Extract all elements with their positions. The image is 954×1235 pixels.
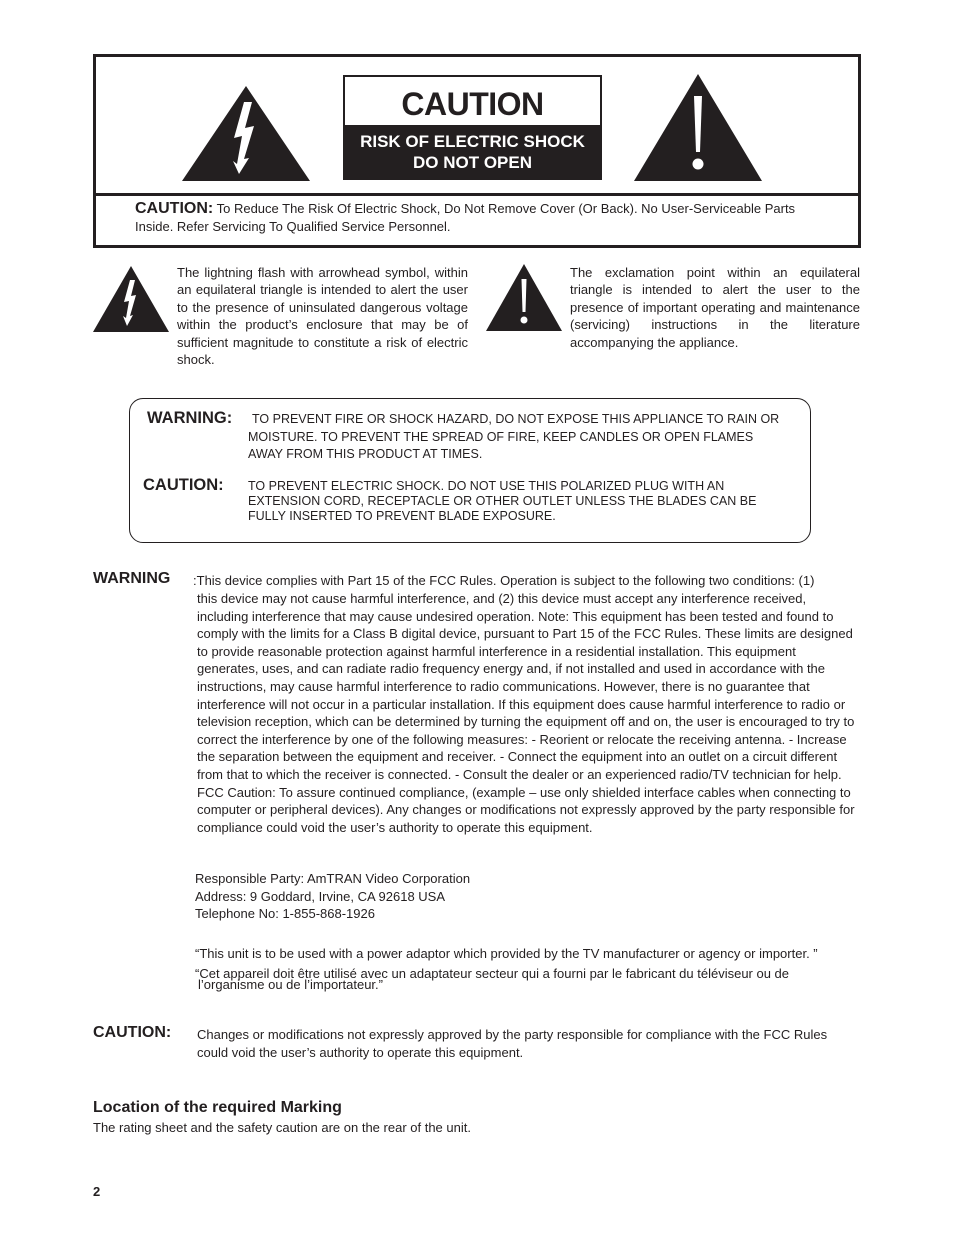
fcc-warning-first-line: [193, 572, 863, 590]
responsible-party-address: Address: 9 Goddard, Irvine, CA 92618 USA: [195, 888, 446, 904]
fcc-warning-text: this device may not cause harmful interference, and (2) this device must accept any interference received, including interference that may cause undesired operation. Note: This equipment has been tested and found to comply with the limits for a Class B digital device, pursuant to Part 15 of the FCC Rules. These limits are designed to provide reasonable protection against harmful interference in a residential installation. This equipment generates, uses, and can radiate radio frequency energy and, if not installed and used in accordance with the instructions, may cause harmful interference to radio communications. However, there is no guarantee that interference will not occur in a particular installation. If this equipment does cause harmful interference to radio or television reception, which can be determined by turning the equipment off and on, the user is encouraged to try to correct the interference by one of the following measures: - Reorient or relocate the receiving antenna. - Increase the separation between the equipment and receiver. - Connect the equipment into an outlet on a circuit different from that to which the receiver is connected. - Consult the dealer or an experienced radio/TV technician for help. FCC Caution: To assure continued compliance, (example – use only shielded interface cables when connecting to computer or peripheral devices). Any changes or modifications not expressly approved by the party responsible for compliance could void the user’s authority to operate this equipment.: [197, 591, 855, 835]
page-number: 2: [93, 1184, 101, 1199]
exclamation-triangle-icon: [634, 74, 762, 181]
caution-label: [343, 75, 602, 180]
caution-panel-divider: [96, 193, 858, 196]
exclamation-symbol-icon: [486, 264, 562, 331]
responsible-party: [195, 870, 470, 923]
caution-note: [135, 200, 835, 236]
responsible-party-name: Responsible Party: AmTRAN Video Corporation: [195, 871, 471, 886]
adaptor-notice-french: l’organisme ou de l’importateur.”: [198, 977, 383, 992]
lightning-triangle-icon: [182, 86, 310, 181]
lightning-symbol-icon: [93, 266, 169, 332]
warning-label: WARNING:: [147, 409, 233, 427]
caution-line: TO PREVENT ELECTRIC SHOCK. DO NOT USE THIS POLARIZED PLUG WITH AN: [248, 479, 725, 493]
caution-note-label: CAUTION:: [135, 200, 214, 217]
adaptor-notice-english: “This unit is to be used with a power adaptor which provided by the TV manufacturer or agency or importer. ”: [195, 946, 818, 961]
fcc-caution-text: could void the user’s authority to operate this equipment.: [197, 1045, 524, 1060]
caution-label: CAUTION:: [143, 476, 224, 494]
marking-heading: Location of the required Marking: [93, 1099, 342, 1116]
exclamation-symbol-explanation: The exclamation point within an equilateral triangle is intended to alert the user to the presence of important operating and maintenance (servicing) instructions in the literature accompanying the appliance.: [570, 265, 860, 350]
caution-note-text: To Reduce The Risk Of Electric Shock, Do Not Remove Cover (Or Back). No User-Serviceable Parts Inside. Refer Servicing To Qualified Service Personnel.: [135, 201, 796, 234]
caution-title: CAUTION: [401, 86, 544, 122]
warning-line: MOISTURE. TO PREVENT THE SPREAD OF FIRE, KEEP CANDLES OR OPEN FLAMES: [248, 430, 754, 444]
fcc-caution-label: CAUTION:: [93, 1024, 172, 1041]
adaptor-notice-french: “Cet appareil doit être utilisé avec un adaptateur secteur qui a fourni par le fabricant du téléviseur ou de: [195, 966, 790, 981]
do-not-open-line: DO NOT OPEN: [412, 153, 532, 172]
warning-line: TO PREVENT FIRE OR SHOCK HAZARD, DO NOT EXPOSE THIS APPLIANCE TO RAIN OR: [252, 412, 780, 426]
shock-risk-band: [345, 125, 600, 180]
lightning-symbol-explanation: The lightning flash with arrowhead symbol, within an equilateral triangle is intended to alert the user to the presence of uninsulated dangerous voltage within the product’s enclosure that may be of sufficient magnitude to constitute a risk of electric shock.: [177, 265, 468, 368]
warning-line: AWAY FROM THIS PRODUCT AT TIMES.: [248, 447, 483, 461]
shock-risk-line: RISK OF ELECTRIC SHOCK: [360, 132, 585, 151]
fcc-warning-label: WARNING: [93, 570, 171, 587]
fcc-first-line-text: This device complies with Part 15 of the FCC Rules. Operation is subject to the following two conditions: (1): [196, 573, 815, 588]
fcc-caution-text: Changes or modifications not expressly approved by the party responsible for compliance with the FCC Rules: [197, 1027, 828, 1042]
marking-text: The rating sheet and the safety caution are on the rear of the unit.: [93, 1120, 471, 1135]
caution-line: EXTENSION CORD, RECEPTACLE OR OTHER OUTLET UNLESS THE BLADES CAN BE: [248, 494, 757, 508]
fcc-colon: :: [193, 573, 197, 588]
caution-line: FULLY INSERTED TO PREVENT BLADE EXPOSURE.: [248, 509, 556, 523]
responsible-party-phone: Telephone No: 1-855-868-1926: [195, 906, 375, 922]
